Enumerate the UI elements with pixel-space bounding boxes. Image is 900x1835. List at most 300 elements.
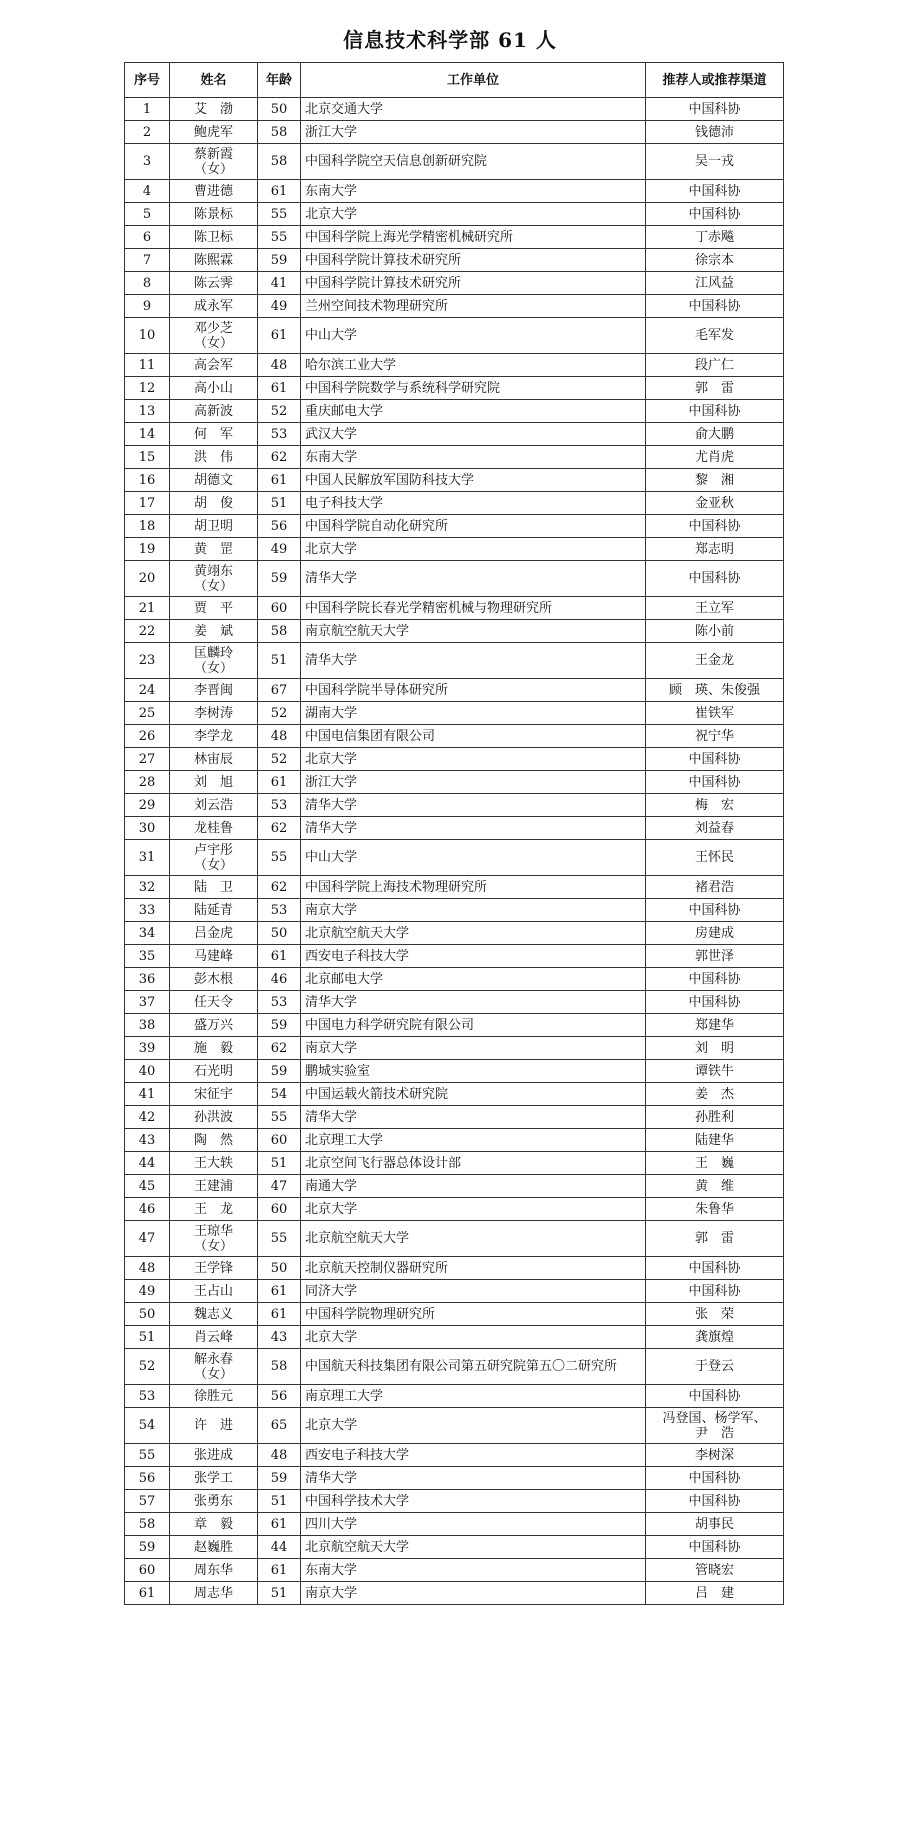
organization-cell: 中国科学院空天信息创新研究院 (301, 144, 646, 180)
index-cell: 57 (125, 1490, 170, 1513)
organization-cell: 北京大学 (301, 538, 646, 561)
recommender-cell: 崔铁军 (646, 702, 784, 725)
organization-cell: 清华大学 (301, 643, 646, 679)
recommender-cell: 中国科协 (646, 295, 784, 318)
name-cell: 任天令 (170, 991, 258, 1014)
age-cell: 53 (258, 899, 301, 922)
index-cell: 45 (125, 1175, 170, 1198)
age-cell: 46 (258, 968, 301, 991)
table-row (125, 1490, 784, 1513)
index-cell: 47 (125, 1221, 170, 1257)
table-row (125, 597, 784, 620)
recommender-cell: 冯登国、杨学军、 尹 浩 (646, 1408, 784, 1444)
age-cell: 54 (258, 1083, 301, 1106)
age-cell: 50 (258, 922, 301, 945)
recommender-cell: 龚旗煌 (646, 1326, 784, 1349)
recommender-cell: 祝宁华 (646, 725, 784, 748)
index-cell: 42 (125, 1106, 170, 1129)
name-cell: 王大轶 (170, 1152, 258, 1175)
name-cell: 陆延青 (170, 899, 258, 922)
table-header-row (125, 63, 784, 98)
table-row (125, 226, 784, 249)
table-row (125, 1083, 784, 1106)
recommender-cell: 胡事民 (646, 1513, 784, 1536)
organization-cell: 清华大学 (301, 991, 646, 1014)
index-cell: 18 (125, 515, 170, 538)
age-cell: 47 (258, 1175, 301, 1198)
table-row (125, 968, 784, 991)
organization-cell: 南京大学 (301, 899, 646, 922)
table-row (125, 1408, 784, 1444)
name-cell: 许 进 (170, 1408, 258, 1444)
name-cell: 盛万兴 (170, 1014, 258, 1037)
name-cell: 龙桂鲁 (170, 817, 258, 840)
age-cell: 58 (258, 144, 301, 180)
table-row (125, 446, 784, 469)
organization-cell: 北京大学 (301, 1408, 646, 1444)
name-cell: 高会军 (170, 354, 258, 377)
recommender-cell: 吴一戎 (646, 144, 784, 180)
organization-cell: 北京交通大学 (301, 98, 646, 121)
recommender-cell: 段广仁 (646, 354, 784, 377)
index-cell: 26 (125, 725, 170, 748)
organization-cell: 北京空间飞行器总体设计部 (301, 1152, 646, 1175)
name-cell: 鲍虎军 (170, 121, 258, 144)
name-cell: 姜 斌 (170, 620, 258, 643)
age-cell: 59 (258, 249, 301, 272)
age-cell: 61 (258, 180, 301, 203)
organization-cell: 西安电子科技大学 (301, 945, 646, 968)
index-cell: 29 (125, 794, 170, 817)
organization-cell: 中国科学院计算技术研究所 (301, 272, 646, 295)
index-cell: 49 (125, 1280, 170, 1303)
index-cell: 1 (125, 98, 170, 121)
table-row (125, 702, 784, 725)
recommender-cell: 中国科协 (646, 748, 784, 771)
name-cell: 施 毅 (170, 1037, 258, 1060)
recommender-cell: 孙胜利 (646, 1106, 784, 1129)
index-cell: 43 (125, 1129, 170, 1152)
recommender-cell: 中国科协 (646, 203, 784, 226)
recommender-cell: 郑志明 (646, 538, 784, 561)
organization-cell: 清华大学 (301, 817, 646, 840)
index-cell: 39 (125, 1037, 170, 1060)
table-row (125, 817, 784, 840)
recommender-cell: 姜 杰 (646, 1083, 784, 1106)
age-cell: 48 (258, 725, 301, 748)
age-cell: 61 (258, 945, 301, 968)
age-cell: 59 (258, 1467, 301, 1490)
name-cell: 高小山 (170, 377, 258, 400)
roster-table (124, 62, 784, 1605)
organization-cell: 东南大学 (301, 1559, 646, 1582)
table-row (125, 1175, 784, 1198)
recommender-cell: 中国科协 (646, 1257, 784, 1280)
name-cell: 张进成 (170, 1444, 258, 1467)
index-cell: 41 (125, 1083, 170, 1106)
name-cell: 陈熙霖 (170, 249, 258, 272)
recommender-cell: 钱德沛 (646, 121, 784, 144)
age-cell: 51 (258, 1490, 301, 1513)
recommender-cell: 尤肖虎 (646, 446, 784, 469)
age-cell: 50 (258, 1257, 301, 1280)
recommender-cell: 中国科协 (646, 98, 784, 121)
index-cell: 6 (125, 226, 170, 249)
index-cell: 52 (125, 1349, 170, 1385)
index-cell: 2 (125, 121, 170, 144)
organization-cell: 南通大学 (301, 1175, 646, 1198)
age-cell: 53 (258, 794, 301, 817)
index-cell: 4 (125, 180, 170, 203)
name-cell: 林宙辰 (170, 748, 258, 771)
table-row (125, 1106, 784, 1129)
age-cell: 44 (258, 1536, 301, 1559)
age-cell: 61 (258, 318, 301, 354)
index-cell: 28 (125, 771, 170, 794)
organization-cell: 南京大学 (301, 1037, 646, 1060)
name-cell: 黄翊东 （女） (170, 561, 258, 597)
age-cell: 53 (258, 423, 301, 446)
recommender-cell: 中国科协 (646, 1280, 784, 1303)
table-row (125, 840, 784, 876)
organization-cell: 中国人民解放军国防科技大学 (301, 469, 646, 492)
table-row (125, 538, 784, 561)
recommender-cell: 刘 明 (646, 1037, 784, 1060)
recommender-cell: 王 巍 (646, 1152, 784, 1175)
recommender-cell: 中国科协 (646, 899, 784, 922)
organization-cell: 北京航空航天大学 (301, 1536, 646, 1559)
age-cell: 59 (258, 561, 301, 597)
age-cell: 55 (258, 1221, 301, 1257)
name-cell: 邓少芝 （女） (170, 318, 258, 354)
name-cell: 王建浦 (170, 1175, 258, 1198)
table-row (125, 272, 784, 295)
recommender-cell: 王金龙 (646, 643, 784, 679)
table-row (125, 354, 784, 377)
organization-cell: 西安电子科技大学 (301, 1444, 646, 1467)
table-row (125, 400, 784, 423)
index-cell: 3 (125, 144, 170, 180)
column-header-name: 姓名 (170, 63, 258, 98)
name-cell: 周东华 (170, 1559, 258, 1582)
recommender-cell: 黎 湘 (646, 469, 784, 492)
name-cell: 吕金虎 (170, 922, 258, 945)
age-cell: 52 (258, 748, 301, 771)
table-row (125, 423, 784, 446)
table-row (125, 515, 784, 538)
age-cell: 49 (258, 538, 301, 561)
age-cell: 55 (258, 203, 301, 226)
table-row (125, 643, 784, 679)
age-cell: 43 (258, 1326, 301, 1349)
recommender-cell: 吕 建 (646, 1582, 784, 1605)
recommender-cell: 郑建华 (646, 1014, 784, 1037)
name-cell: 肖云峰 (170, 1326, 258, 1349)
index-cell: 11 (125, 354, 170, 377)
index-cell: 13 (125, 400, 170, 423)
organization-cell: 北京大学 (301, 748, 646, 771)
name-cell: 石光明 (170, 1060, 258, 1083)
recommender-cell: 陈小前 (646, 620, 784, 643)
name-cell: 艾 渤 (170, 98, 258, 121)
organization-cell: 清华大学 (301, 1106, 646, 1129)
recommender-cell: 中国科协 (646, 180, 784, 203)
column-header-age: 年龄 (258, 63, 301, 98)
name-cell: 马建峰 (170, 945, 258, 968)
recommender-cell: 中国科协 (646, 1467, 784, 1490)
age-cell: 52 (258, 702, 301, 725)
table-row (125, 1444, 784, 1467)
name-cell: 章 毅 (170, 1513, 258, 1536)
organization-cell: 中山大学 (301, 318, 646, 354)
table-row (125, 1060, 784, 1083)
recommender-cell: 中国科协 (646, 968, 784, 991)
table-row (125, 794, 784, 817)
table-row (125, 1559, 784, 1582)
recommender-cell: 徐宗本 (646, 249, 784, 272)
age-cell: 62 (258, 876, 301, 899)
index-cell: 51 (125, 1326, 170, 1349)
name-cell: 陶 然 (170, 1129, 258, 1152)
recommender-cell: 中国科协 (646, 991, 784, 1014)
name-cell: 王琼华 （女） (170, 1221, 258, 1257)
index-cell: 8 (125, 272, 170, 295)
index-cell: 17 (125, 492, 170, 515)
index-cell: 59 (125, 1536, 170, 1559)
name-cell: 徐胜元 (170, 1385, 258, 1408)
age-cell: 53 (258, 991, 301, 1014)
recommender-cell: 谭铁牛 (646, 1060, 784, 1083)
recommender-cell: 毛军发 (646, 318, 784, 354)
organization-cell: 北京邮电大学 (301, 968, 646, 991)
age-cell: 62 (258, 1037, 301, 1060)
table-row (125, 121, 784, 144)
recommender-cell: 中国科协 (646, 561, 784, 597)
recommender-cell: 郭世泽 (646, 945, 784, 968)
table-row (125, 945, 784, 968)
organization-cell: 中国科学院自动化研究所 (301, 515, 646, 538)
table-row (125, 492, 784, 515)
age-cell: 62 (258, 446, 301, 469)
age-cell: 50 (258, 98, 301, 121)
index-cell: 30 (125, 817, 170, 840)
index-cell: 36 (125, 968, 170, 991)
age-cell: 61 (258, 377, 301, 400)
name-cell: 陈景标 (170, 203, 258, 226)
recommender-cell: 中国科协 (646, 1385, 784, 1408)
recommender-cell: 金亚秋 (646, 492, 784, 515)
table-row (125, 1280, 784, 1303)
index-cell: 31 (125, 840, 170, 876)
age-cell: 56 (258, 1385, 301, 1408)
table-row (125, 1257, 784, 1280)
recommender-cell: 中国科协 (646, 1490, 784, 1513)
table-row (125, 1385, 784, 1408)
index-cell: 34 (125, 922, 170, 945)
column-header-recommender: 推荐人或推荐渠道 (646, 63, 784, 98)
name-cell: 贾 平 (170, 597, 258, 620)
name-cell: 黄 罡 (170, 538, 258, 561)
organization-cell: 清华大学 (301, 561, 646, 597)
age-cell: 51 (258, 1582, 301, 1605)
index-cell: 40 (125, 1060, 170, 1083)
organization-cell: 中国科学院半导体研究所 (301, 679, 646, 702)
recommender-cell: 郭 雷 (646, 1221, 784, 1257)
recommender-cell: 中国科协 (646, 771, 784, 794)
organization-cell: 北京大学 (301, 203, 646, 226)
index-cell: 14 (125, 423, 170, 446)
organization-cell: 湖南大学 (301, 702, 646, 725)
age-cell: 48 (258, 1444, 301, 1467)
index-cell: 23 (125, 643, 170, 679)
table-row (125, 725, 784, 748)
age-cell: 61 (258, 469, 301, 492)
index-cell: 12 (125, 377, 170, 400)
organization-cell: 北京大学 (301, 1326, 646, 1349)
recommender-cell: 江风益 (646, 272, 784, 295)
name-cell: 曹进德 (170, 180, 258, 203)
recommender-cell: 管晓宏 (646, 1559, 784, 1582)
name-cell: 胡德文 (170, 469, 258, 492)
index-cell: 27 (125, 748, 170, 771)
organization-cell: 电子科技大学 (301, 492, 646, 515)
age-cell: 49 (258, 295, 301, 318)
table-row (125, 295, 784, 318)
index-cell: 9 (125, 295, 170, 318)
table-row (125, 469, 784, 492)
organization-cell: 北京航空航天大学 (301, 1221, 646, 1257)
organization-cell: 中国科学院物理研究所 (301, 1303, 646, 1326)
recommender-cell: 中国科协 (646, 400, 784, 423)
name-cell: 彭木根 (170, 968, 258, 991)
index-cell: 32 (125, 876, 170, 899)
name-cell: 王占山 (170, 1280, 258, 1303)
age-cell: 51 (258, 1152, 301, 1175)
organization-cell: 东南大学 (301, 180, 646, 203)
age-cell: 55 (258, 840, 301, 876)
name-cell: 匡麟玲 （女） (170, 643, 258, 679)
organization-cell: 东南大学 (301, 446, 646, 469)
table-row (125, 203, 784, 226)
index-cell: 19 (125, 538, 170, 561)
index-cell: 53 (125, 1385, 170, 1408)
name-cell: 张学工 (170, 1467, 258, 1490)
age-cell: 61 (258, 771, 301, 794)
organization-cell: 浙江大学 (301, 121, 646, 144)
organization-cell: 中国科学院上海光学精密机械研究所 (301, 226, 646, 249)
index-cell: 46 (125, 1198, 170, 1221)
recommender-cell: 于登云 (646, 1349, 784, 1385)
age-cell: 52 (258, 400, 301, 423)
recommender-cell: 黄 维 (646, 1175, 784, 1198)
recommender-cell: 褚君浩 (646, 876, 784, 899)
table-body (125, 98, 784, 1605)
name-cell: 张勇东 (170, 1490, 258, 1513)
index-cell: 54 (125, 1408, 170, 1444)
age-cell: 60 (258, 1198, 301, 1221)
table-row (125, 249, 784, 272)
column-header-index: 序号 (125, 63, 170, 98)
age-cell: 56 (258, 515, 301, 538)
name-cell: 孙洪波 (170, 1106, 258, 1129)
organization-cell: 中山大学 (301, 840, 646, 876)
age-cell: 61 (258, 1559, 301, 1582)
table-row (125, 771, 784, 794)
age-cell: 59 (258, 1014, 301, 1037)
name-cell: 宋征宇 (170, 1083, 258, 1106)
table-row (125, 1326, 784, 1349)
table-row (125, 1303, 784, 1326)
organization-cell: 武汉大学 (301, 423, 646, 446)
index-cell: 37 (125, 991, 170, 1014)
table-row (125, 991, 784, 1014)
organization-cell: 南京大学 (301, 1582, 646, 1605)
age-cell: 55 (258, 1106, 301, 1129)
table-row (125, 899, 784, 922)
organization-cell: 哈尔滨工业大学 (301, 354, 646, 377)
age-cell: 55 (258, 226, 301, 249)
table-row (125, 98, 784, 121)
index-cell: 15 (125, 446, 170, 469)
age-cell: 60 (258, 1129, 301, 1152)
name-cell: 王学锋 (170, 1257, 258, 1280)
age-cell: 59 (258, 1060, 301, 1083)
recommender-cell: 顾 瑛、朱俊强 (646, 679, 784, 702)
table-row (125, 1582, 784, 1605)
table-row (125, 1536, 784, 1559)
age-cell: 61 (258, 1280, 301, 1303)
recommender-cell: 房建成 (646, 922, 784, 945)
index-cell: 21 (125, 597, 170, 620)
table-row (125, 1152, 784, 1175)
recommender-cell: 俞大鹏 (646, 423, 784, 446)
table-row (125, 748, 784, 771)
index-cell: 50 (125, 1303, 170, 1326)
age-cell: 62 (258, 817, 301, 840)
recommender-cell: 陆建华 (646, 1129, 784, 1152)
name-cell: 赵巍胜 (170, 1536, 258, 1559)
column-header-organization: 工作单位 (301, 63, 646, 98)
recommender-cell: 刘益春 (646, 817, 784, 840)
page-title: 信息技术科学部 61 人 (343, 28, 557, 52)
table-row (125, 1129, 784, 1152)
age-cell: 58 (258, 121, 301, 144)
table-row (125, 679, 784, 702)
index-cell: 20 (125, 561, 170, 597)
organization-cell: 中国科学院上海技术物理研究所 (301, 876, 646, 899)
table-row (125, 1467, 784, 1490)
name-cell: 李晋闽 (170, 679, 258, 702)
age-cell: 48 (258, 354, 301, 377)
recommender-cell: 李树深 (646, 1444, 784, 1467)
table-row (125, 876, 784, 899)
index-cell: 22 (125, 620, 170, 643)
table-row (125, 922, 784, 945)
age-cell: 61 (258, 1303, 301, 1326)
organization-cell: 同济大学 (301, 1280, 646, 1303)
organization-cell: 中国航天科技集团有限公司第五研究院第五〇二研究所 (301, 1349, 646, 1385)
index-cell: 58 (125, 1513, 170, 1536)
name-cell: 洪 伟 (170, 446, 258, 469)
organization-cell: 中国运载火箭技术研究院 (301, 1083, 646, 1106)
name-cell: 胡卫明 (170, 515, 258, 538)
index-cell: 5 (125, 203, 170, 226)
recommender-cell: 梅 宏 (646, 794, 784, 817)
name-cell: 周志华 (170, 1582, 258, 1605)
organization-cell: 中国科学院长春光学精密机械与物理研究所 (301, 597, 646, 620)
age-cell: 67 (258, 679, 301, 702)
organization-cell: 浙江大学 (301, 771, 646, 794)
